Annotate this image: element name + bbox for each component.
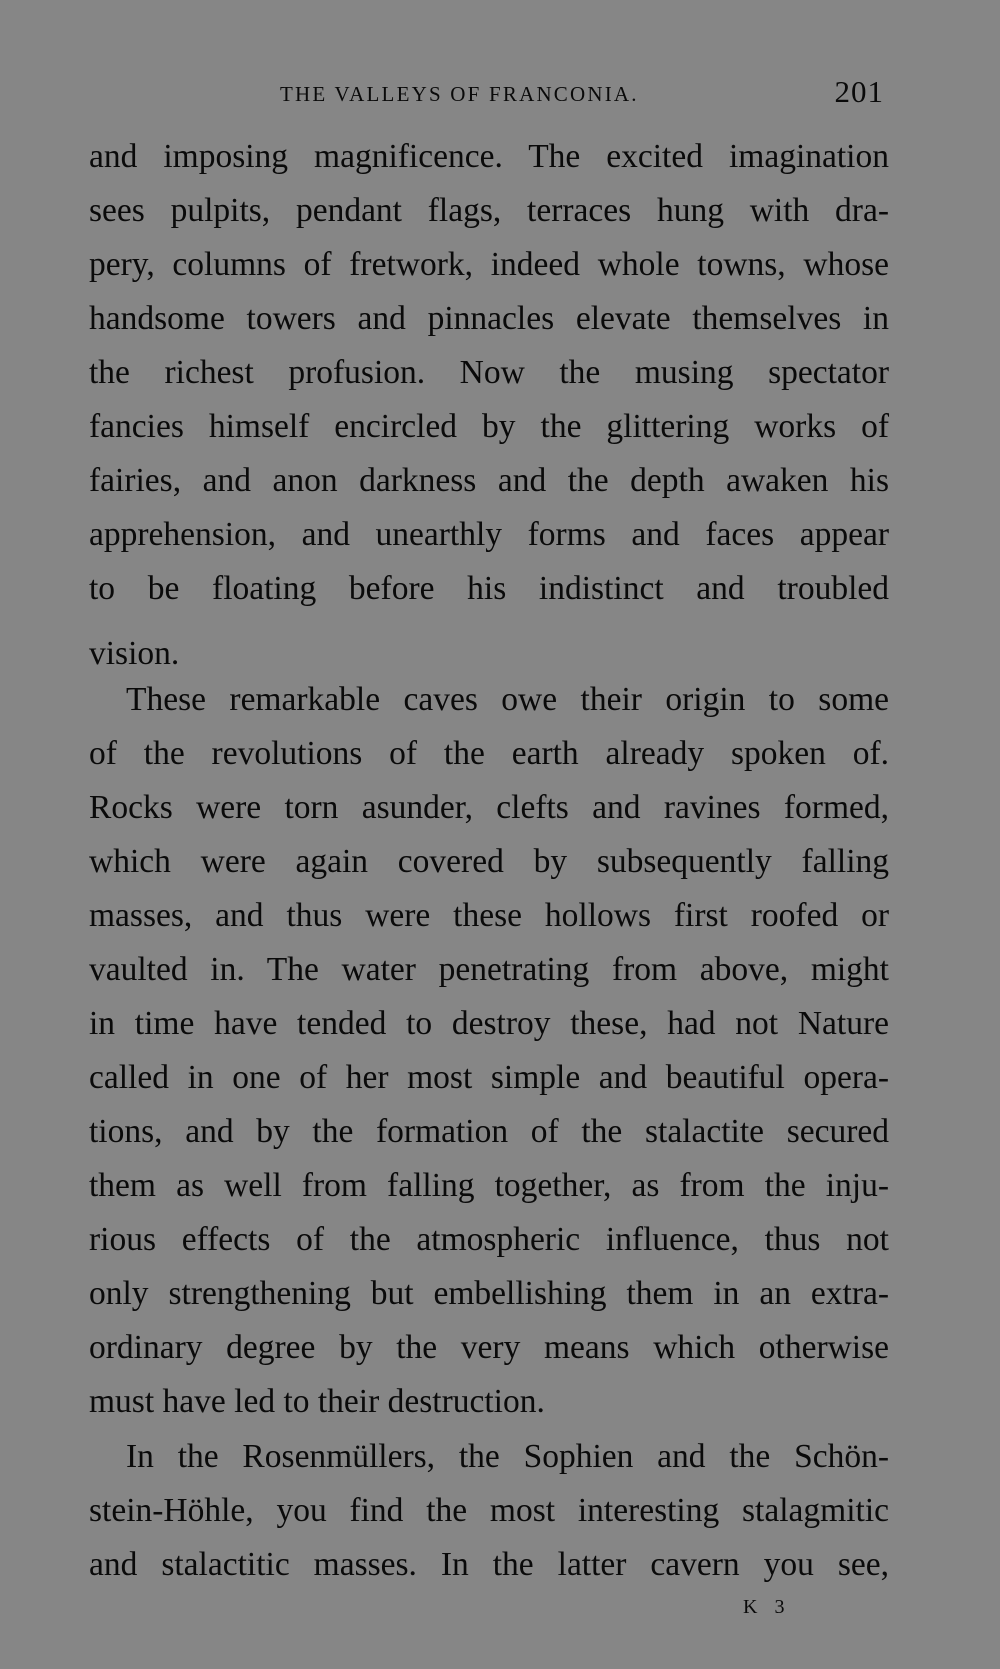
text-line: These remarkable caves owe their origin to some [126,681,889,718]
text-line: handsome towers and pinnacles elevate themselves in [89,300,889,337]
running-title: THE VALLEYS OF FRANCONIA. [280,82,639,106]
text-line: vaulted in. The water penetrating from above, might [89,951,889,988]
signature-mark: K 3 [743,1596,791,1618]
text-line: in time have tended to destroy these, had not Nature [89,1005,889,1042]
text-line: masses, and thus were these hollows first roofed or [89,897,889,934]
text-line: them as well from falling together, as from the inju- [89,1167,889,1204]
text-line: Rocks were torn asunder, clefts and ravines formed, [89,789,889,826]
text-line: ordinary degree by the very means which otherwise [89,1329,889,1366]
text-line: the richest profusion. Now the musing spectator [89,354,889,391]
text-line: In the Rosenmüllers, the Sophien and the Schön- [126,1438,889,1475]
text-line: only strengthening but embellishing them in an extra- [89,1275,889,1312]
text-line: fancies himself encircled by the glittering works of [89,408,889,445]
text-line: sees pulpits, pendant flags, terraces hung with dra- [89,192,889,229]
text-line: and stalactitic masses. In the latter cavern you see, [89,1546,889,1583]
page-number: 201 [834,74,884,109]
text-line: apprehension, and unearthly forms and faces appear [89,516,889,553]
text-line: to be floating before his indistinct and troubled [89,570,889,607]
text-line: called in one of her most simple and beautiful opera- [89,1059,889,1096]
text-line: must have led to their destruction. [89,1383,545,1420]
text-line: which were again covered by subsequently falling [89,843,889,880]
text-line: pery, columns of fretwork, indeed whole towns, whose [89,246,889,283]
text-line: vision. [89,635,180,672]
text-line: stein-Höhle, you find the most interesting stalagmitic [89,1492,889,1529]
text-line: fairies, and anon darkness and the depth awaken his [89,462,889,499]
running-head [88,74,890,114]
text-line: and imposing magnificence. The excited imagination [89,138,889,175]
text-line: tions, and by the formation of the stalactite secured [89,1113,889,1150]
text-line: of the revolutions of the earth already spoken of. [89,735,889,772]
text-line: rious effects of the atmospheric influence, thus not [89,1221,889,1258]
